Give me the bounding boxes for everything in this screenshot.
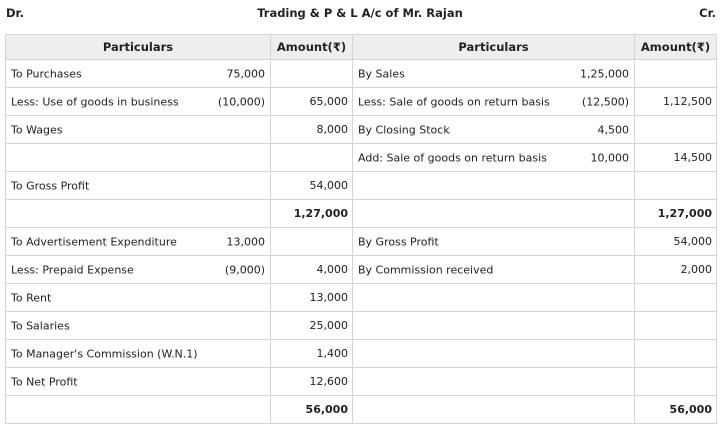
- credit-particulars-cell: [353, 88, 635, 116]
- credit-amount-cell: 56,000: [635, 396, 717, 424]
- total-row: [6, 200, 717, 228]
- debit-particulars-cell: [6, 396, 271, 424]
- table-row: [6, 60, 717, 88]
- debit-item-label: To Salaries: [11, 319, 70, 332]
- debit-particulars-cell: [6, 256, 271, 284]
- credit-particulars-cell: [353, 396, 635, 424]
- credit-particulars-cell: [353, 368, 635, 396]
- credit-amount-cell: 54,000: [635, 228, 717, 256]
- debit-particulars-cell: [6, 284, 271, 312]
- debit-amount-cell: 12,600: [271, 368, 353, 396]
- total-row: [6, 396, 717, 424]
- credit-sub-amount: 4,500: [597, 123, 629, 136]
- ledger-body: [6, 60, 717, 424]
- credit-particulars-cell: [353, 60, 635, 88]
- table-row: [6, 340, 717, 368]
- debit-item-label: To Gross Profit: [11, 179, 90, 192]
- credit-amount-cell: 1,27,000: [635, 200, 717, 228]
- debit-particulars-cell: [6, 60, 271, 88]
- debit-item-label: Less: Prepaid Expense: [11, 263, 134, 276]
- credit-item-label: By Commission received: [358, 263, 494, 276]
- debit-amount-cell: 54,000: [271, 172, 353, 200]
- table-row: [6, 368, 717, 396]
- debit-particulars-cell: [6, 340, 271, 368]
- debit-label: Dr.: [6, 6, 24, 20]
- debit-amount-cell: 8,000: [271, 116, 353, 144]
- credit-item-label: By Sales: [358, 67, 405, 80]
- credit-particulars-cell: [353, 312, 635, 340]
- debit-item-label: To Advertisement Expenditure: [11, 235, 177, 248]
- credit-particulars-cell: [353, 284, 635, 312]
- debit-particulars-cell: [6, 228, 271, 256]
- ledger-header-row: [6, 35, 717, 60]
- credit-item-label: Add: Sale of goods on return basis: [358, 151, 547, 164]
- table-row: [6, 284, 717, 312]
- credit-amount-cell: [635, 116, 717, 144]
- debit-particulars-cell: [6, 144, 271, 172]
- debit-amount-cell: 1,400: [271, 340, 353, 368]
- debit-amount-header: Amount(₹): [271, 35, 353, 60]
- debit-amount-cell: 56,000: [271, 396, 353, 424]
- debit-particulars-cell: [6, 116, 271, 144]
- debit-sub-amount: (10,000): [217, 95, 265, 108]
- credit-sub-amount: (12,500): [581, 95, 629, 108]
- debit-amount-cell: [271, 60, 353, 88]
- table-row: [6, 144, 717, 172]
- credit-particulars-cell: [353, 200, 635, 228]
- credit-sub-amount: 10,000: [590, 151, 629, 164]
- credit-amount-cell: [635, 284, 717, 312]
- debit-sub-amount: 13,000: [226, 235, 265, 248]
- debit-sub-amount: (9,000): [224, 263, 265, 276]
- debit-particulars-cell: [6, 88, 271, 116]
- table-row: [6, 228, 717, 256]
- credit-amount-cell: [635, 340, 717, 368]
- debit-item-label: To Rent: [11, 291, 52, 304]
- credit-particulars-cell: [353, 228, 635, 256]
- debit-particulars-cell: [6, 312, 271, 340]
- account-title: Trading & P & L A/c of Mr. Rajan: [257, 6, 463, 20]
- account-header: [0, 0, 720, 30]
- debit-amount-cell: 25,000: [271, 312, 353, 340]
- credit-particulars-cell: [353, 172, 635, 200]
- debit-item-label: To Wages: [11, 123, 63, 136]
- debit-amount-cell: 4,000: [271, 256, 353, 284]
- debit-amount-cell: [271, 228, 353, 256]
- credit-label: Cr.: [699, 6, 716, 20]
- debit-amount-cell: 13,000: [271, 284, 353, 312]
- credit-particulars-cell: [353, 340, 635, 368]
- credit-particulars-cell: [353, 256, 635, 284]
- credit-amount-header: Amount(₹): [635, 35, 717, 60]
- debit-particulars-header: Particulars: [6, 35, 271, 60]
- debit-amount-cell: [271, 144, 353, 172]
- credit-particulars-cell: [353, 144, 635, 172]
- credit-amount-cell: 1,12,500: [635, 88, 717, 116]
- table-row: [6, 88, 717, 116]
- credit-amount-cell: [635, 172, 717, 200]
- credit-item-label: By Gross Profit: [358, 235, 439, 248]
- credit-item-label: By Closing Stock: [358, 123, 450, 136]
- credit-particulars-cell: [353, 116, 635, 144]
- table-row: [6, 312, 717, 340]
- debit-particulars-cell: [6, 368, 271, 396]
- debit-item-label: To Manager's Commission (W.N.1): [11, 347, 198, 360]
- debit-amount-cell: 1,27,000: [271, 200, 353, 228]
- credit-item-label: Less: Sale of goods on return basis: [358, 95, 550, 108]
- credit-amount-cell: 2,000: [635, 256, 717, 284]
- debit-particulars-cell: [6, 172, 271, 200]
- debit-particulars-cell: [6, 200, 271, 228]
- table-row: [6, 116, 717, 144]
- table-row: [6, 172, 717, 200]
- debit-sub-amount: 75,000: [226, 67, 265, 80]
- credit-amount-cell: [635, 368, 717, 396]
- table-row: [6, 256, 717, 284]
- credit-amount-cell: 14,500: [635, 144, 717, 172]
- debit-item-label: To Purchases: [11, 67, 82, 80]
- credit-sub-amount: 1,25,000: [580, 67, 629, 80]
- ledger-table: [5, 34, 717, 424]
- credit-particulars-header: Particulars: [353, 35, 635, 60]
- debit-item-label: Less: Use of goods in business: [11, 95, 179, 108]
- credit-amount-cell: [635, 312, 717, 340]
- debit-item-label: To Net Profit: [11, 375, 78, 388]
- credit-amount-cell: [635, 60, 717, 88]
- debit-amount-cell: 65,000: [271, 88, 353, 116]
